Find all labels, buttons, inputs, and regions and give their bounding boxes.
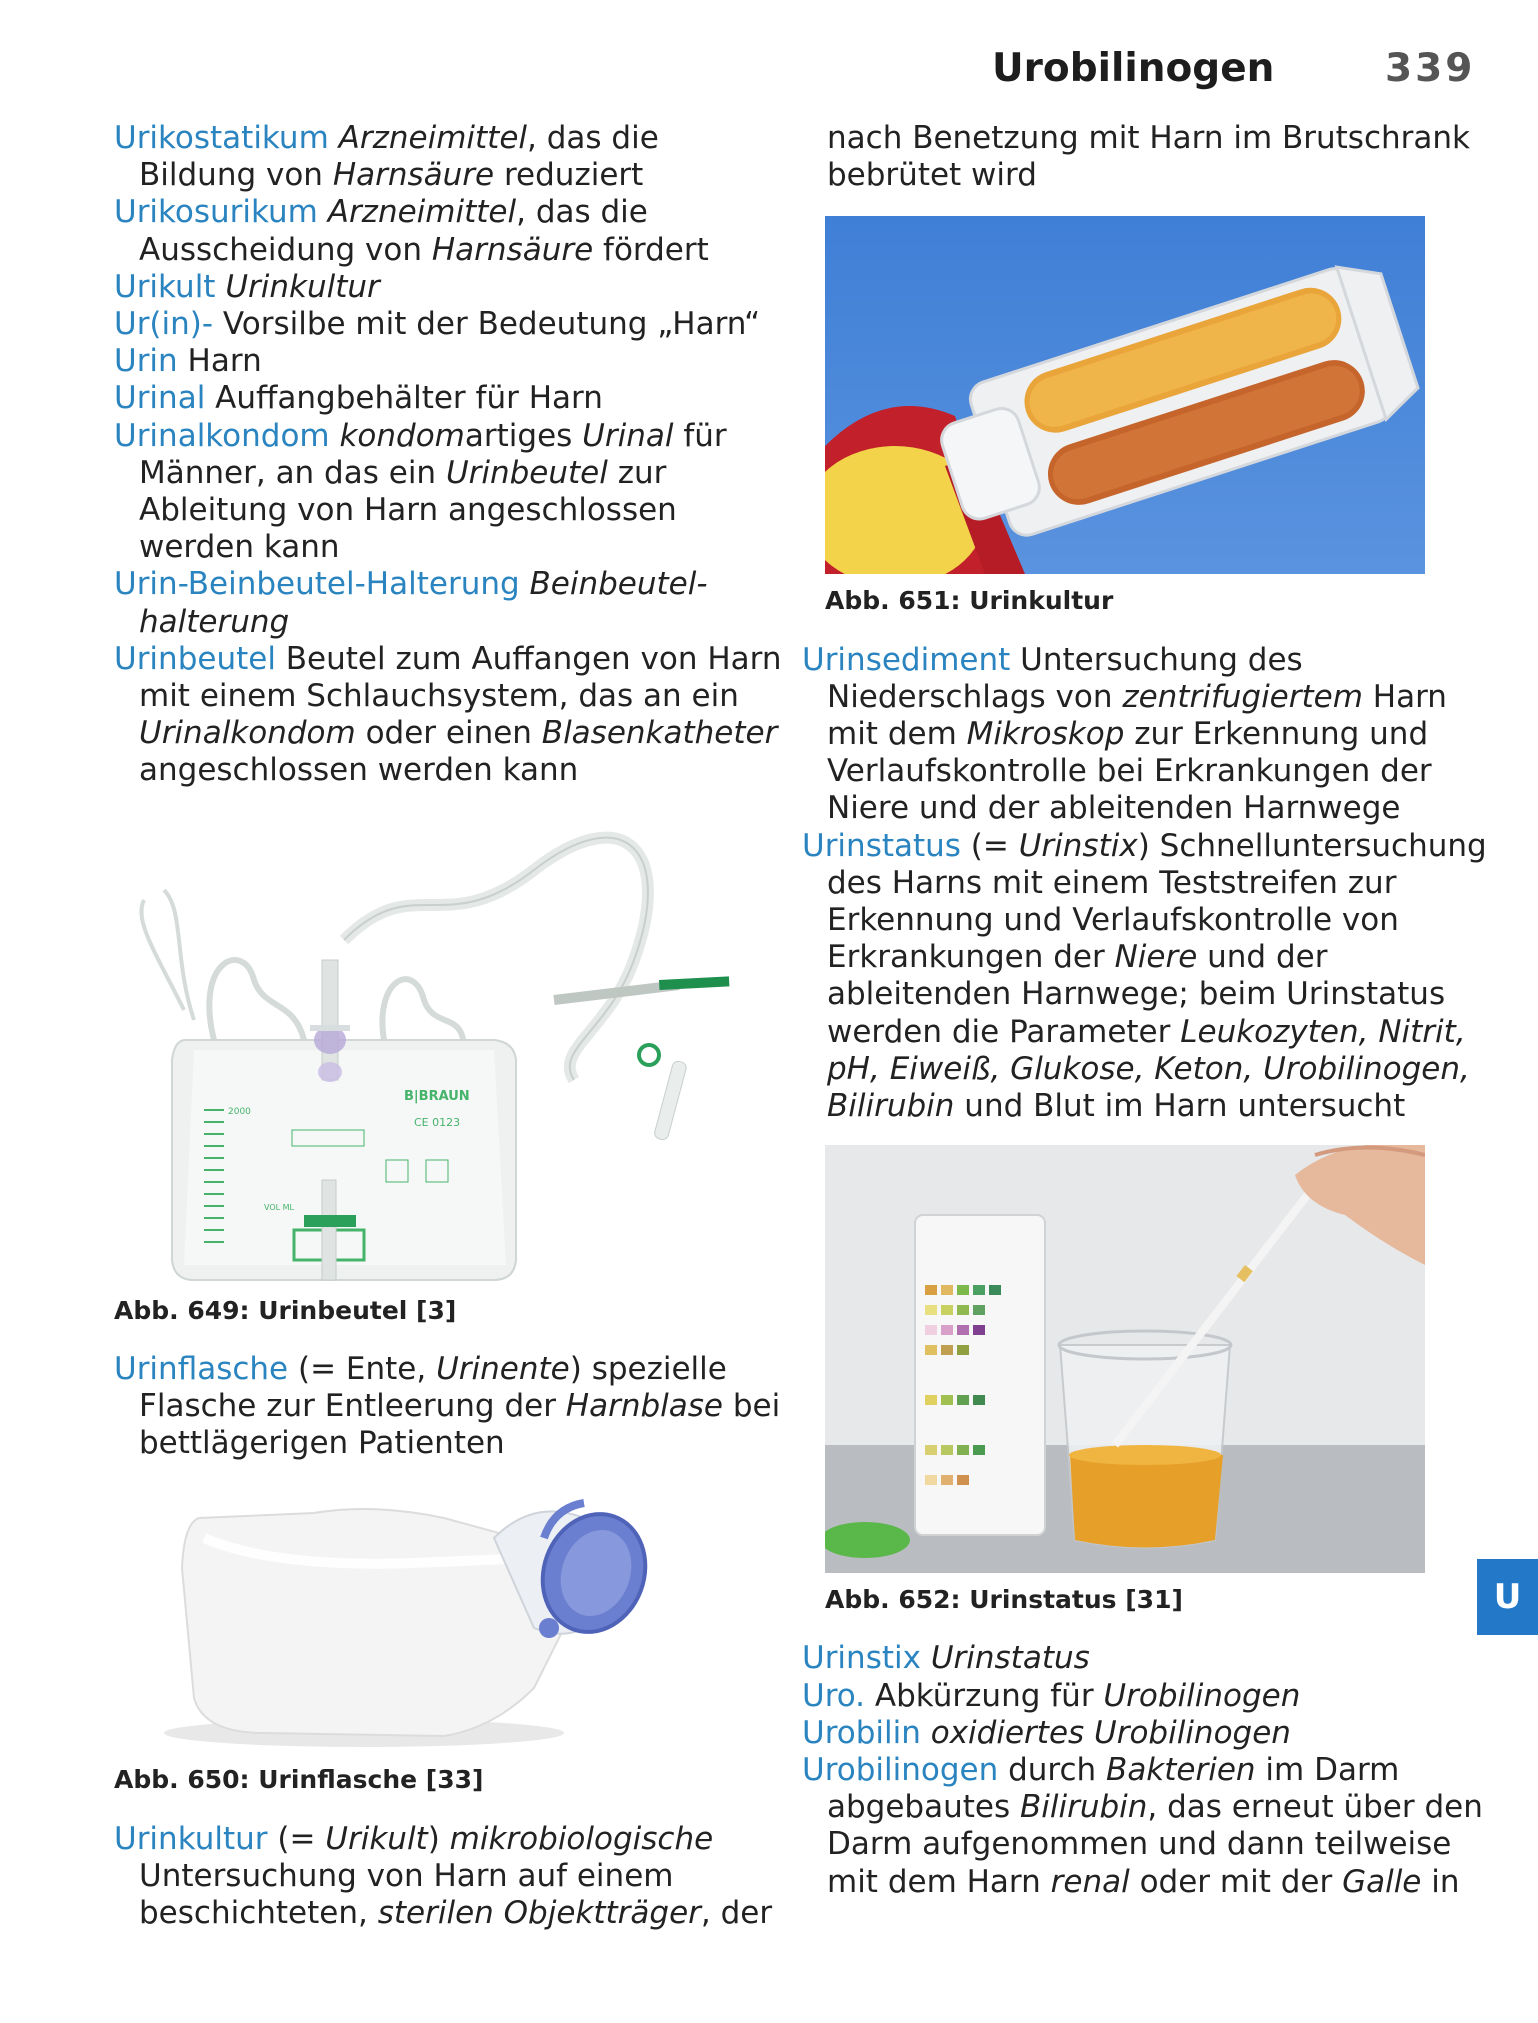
text: in bbox=[1421, 1863, 1460, 1900]
text: Urikult bbox=[325, 1820, 428, 1857]
term: Urinalkondom bbox=[114, 417, 330, 454]
text: , das die Ausscheidung von bbox=[139, 194, 648, 268]
text: oder mit der bbox=[1129, 1863, 1343, 1900]
figure-caption-652: Abb. 652: Urinstatus [31] bbox=[825, 1585, 1183, 1615]
text: artiges bbox=[464, 417, 583, 454]
text: zur Erkennung und Verlaufskontrolle bei Erkrankungen der Niere und der ableitenden Harnwege bbox=[827, 716, 1432, 827]
text: renal bbox=[1050, 1863, 1130, 1900]
entry-urin-prefix bbox=[114, 306, 784, 343]
right-column bbox=[802, 120, 1492, 1901]
term: Urikostatikum bbox=[114, 120, 329, 156]
term: Urinal bbox=[114, 380, 206, 417]
urine-bottle-figure bbox=[114, 1478, 734, 1763]
continued-text-urinkultur: nach Benetzung mit Harn im Brutschrank bebrütet wird bbox=[827, 120, 1470, 194]
term: Urinstix bbox=[802, 1640, 921, 1677]
left-column bbox=[114, 120, 784, 1932]
text: sterilen Objektträger bbox=[377, 1895, 701, 1932]
bag-brand-label: B|BRAUN bbox=[404, 1088, 470, 1104]
term: Urin-Beinbeutel-Halterung bbox=[114, 566, 520, 603]
text: Urinal bbox=[582, 417, 674, 454]
term: Urin bbox=[114, 343, 178, 380]
figure-caption-649: Abb. 649: Urinbeutel [3] bbox=[114, 1295, 457, 1325]
text: (= Ente, bbox=[288, 1350, 437, 1387]
text: Urinalkondom bbox=[139, 715, 356, 752]
term: Uro. bbox=[802, 1677, 866, 1714]
text: durch bbox=[998, 1752, 1107, 1789]
text: oder einen bbox=[355, 715, 542, 752]
page-number: 339 bbox=[1385, 46, 1476, 91]
text: Beinbeutel-halterung bbox=[139, 566, 708, 640]
term: Urobilinogen bbox=[802, 1752, 999, 1789]
entry-urinstatus bbox=[802, 828, 1492, 1126]
entry-urinbeutel bbox=[114, 641, 784, 790]
text: (= bbox=[960, 827, 1019, 864]
term: Urinkultur bbox=[114, 1820, 268, 1857]
entry-urinsediment bbox=[802, 642, 1492, 828]
text: Harn mit dem bbox=[827, 678, 1447, 753]
text: ) bbox=[427, 1820, 450, 1857]
urine-bag-figure bbox=[114, 810, 734, 1290]
urine-status-figure bbox=[825, 1145, 1425, 1573]
text: Bakterien bbox=[1106, 1752, 1256, 1789]
entry-urobilin bbox=[802, 1715, 1492, 1752]
entry-urin bbox=[114, 343, 784, 380]
text: , das die Bildung von bbox=[139, 120, 659, 194]
text: Harnsäure bbox=[431, 231, 594, 268]
entry-urinalkondom bbox=[114, 418, 784, 567]
alphabet-tab-marker[interactable]: U bbox=[1477, 1559, 1538, 1635]
text: Bilirubin bbox=[1019, 1789, 1148, 1826]
entry-urinal bbox=[114, 380, 784, 417]
text: Leukozyten, Nitrit, pH, Eiweiß, Glukose, Keton, Urobilinogen, Bilirubin bbox=[827, 1013, 1470, 1125]
entry-urinflasche bbox=[114, 1351, 784, 1463]
text: im Darm abgebautes bbox=[827, 1752, 1400, 1826]
entry-urobilinogen bbox=[802, 1752, 1492, 1901]
term: Ur(in)- bbox=[114, 306, 214, 343]
text: bei bettlägerigen Patienten bbox=[139, 1388, 781, 1462]
text: Mikroskop bbox=[966, 716, 1125, 753]
term: Urikult bbox=[114, 268, 216, 305]
text: Urinente bbox=[436, 1350, 570, 1387]
text: für Männer, an das ein bbox=[139, 417, 727, 491]
text: (= bbox=[267, 1820, 326, 1857]
bag-ce-label: CE 0123 bbox=[414, 1115, 461, 1129]
text: Untersuchung des Niederschlags von bbox=[827, 641, 1303, 715]
entry-urin-beinbeutel-halterung bbox=[114, 566, 784, 640]
text: ) Schnelluntersuchung des Harns mit einem Teststreifen zur Erkennung und Verlaufskontrolle von Erkrankungen der bbox=[827, 827, 1487, 976]
entry-urikostatikum bbox=[114, 120, 784, 194]
scale-label: 2000 bbox=[228, 1106, 251, 1117]
entry-urinkultur bbox=[114, 1821, 784, 1933]
text: Urinstatus bbox=[930, 1640, 1090, 1677]
entry-urikosurikum bbox=[114, 194, 784, 268]
text: mikrobiologische bbox=[449, 1820, 714, 1857]
text: oxidiertes Urobilinogen bbox=[930, 1714, 1291, 1751]
text: zentrifugiertem bbox=[1122, 678, 1363, 715]
text: Urinbeutel bbox=[445, 454, 608, 491]
term: Urinbeutel bbox=[114, 640, 276, 677]
page-title: Urobilinogen bbox=[992, 46, 1275, 91]
text: Auffangbehälter für Harn bbox=[205, 380, 603, 417]
term: Urinsediment bbox=[802, 641, 1011, 678]
urine-culture-figure bbox=[825, 216, 1425, 574]
text: und Blut im Harn untersucht bbox=[954, 1088, 1406, 1125]
entry-urinstix bbox=[802, 1640, 1492, 1677]
text: angeschlossen werden kann bbox=[139, 752, 579, 789]
text: zur Ableitung von Harn angeschlossen werden kann bbox=[139, 454, 677, 566]
term: Urinflasche bbox=[114, 1350, 289, 1387]
term: Urobilin bbox=[802, 1714, 921, 1751]
text: reduziert bbox=[494, 157, 644, 194]
text: und der ableitenden Harnwege; beim Urinstatus werden die Parameter bbox=[827, 939, 1446, 1050]
figure-caption-651: Abb. 651: Urinkultur bbox=[825, 586, 1114, 616]
text: Galle bbox=[1342, 1863, 1422, 1900]
text: Arzneimittel bbox=[327, 194, 517, 231]
text: Untersuchung von Harn auf einem beschichteten, bbox=[139, 1857, 674, 1932]
text: Urinstix bbox=[1018, 827, 1138, 864]
text: Arzneimittel bbox=[338, 120, 528, 156]
term: Urikosurikum bbox=[114, 194, 318, 231]
text: Harn bbox=[177, 343, 262, 380]
text: , der bbox=[700, 1895, 773, 1932]
text: fördert bbox=[593, 231, 709, 268]
term: Urinstatus bbox=[802, 827, 961, 864]
text: Urinkultur bbox=[225, 268, 380, 305]
text: , das erneut über den Darm aufgenommen und dann teilweise mit dem Harn bbox=[827, 1789, 1483, 1900]
entry-urikult bbox=[114, 269, 784, 306]
text: Abkürzung für bbox=[865, 1677, 1104, 1714]
text: kondom bbox=[339, 417, 465, 454]
text: Harnblase bbox=[565, 1388, 724, 1425]
scale-unit: VOL ML bbox=[264, 1202, 294, 1212]
text: Vorsilbe mit der Bedeutung „Harn“ bbox=[213, 306, 761, 343]
entry-uro bbox=[802, 1678, 1492, 1715]
text: Blasenkatheter bbox=[541, 715, 778, 752]
figure-caption-650: Abb. 650: Urinflasche [33] bbox=[114, 1765, 484, 1795]
text: Niere bbox=[1114, 939, 1198, 976]
text: Urobilinogen bbox=[1103, 1677, 1301, 1714]
text: ) spezielle Flasche zur Entleerung der bbox=[139, 1350, 727, 1425]
text: Harnsäure bbox=[332, 157, 495, 194]
text: Beutel zum Auffangen von Harn mit einem Schlauchsystem, das an ein bbox=[139, 640, 782, 715]
